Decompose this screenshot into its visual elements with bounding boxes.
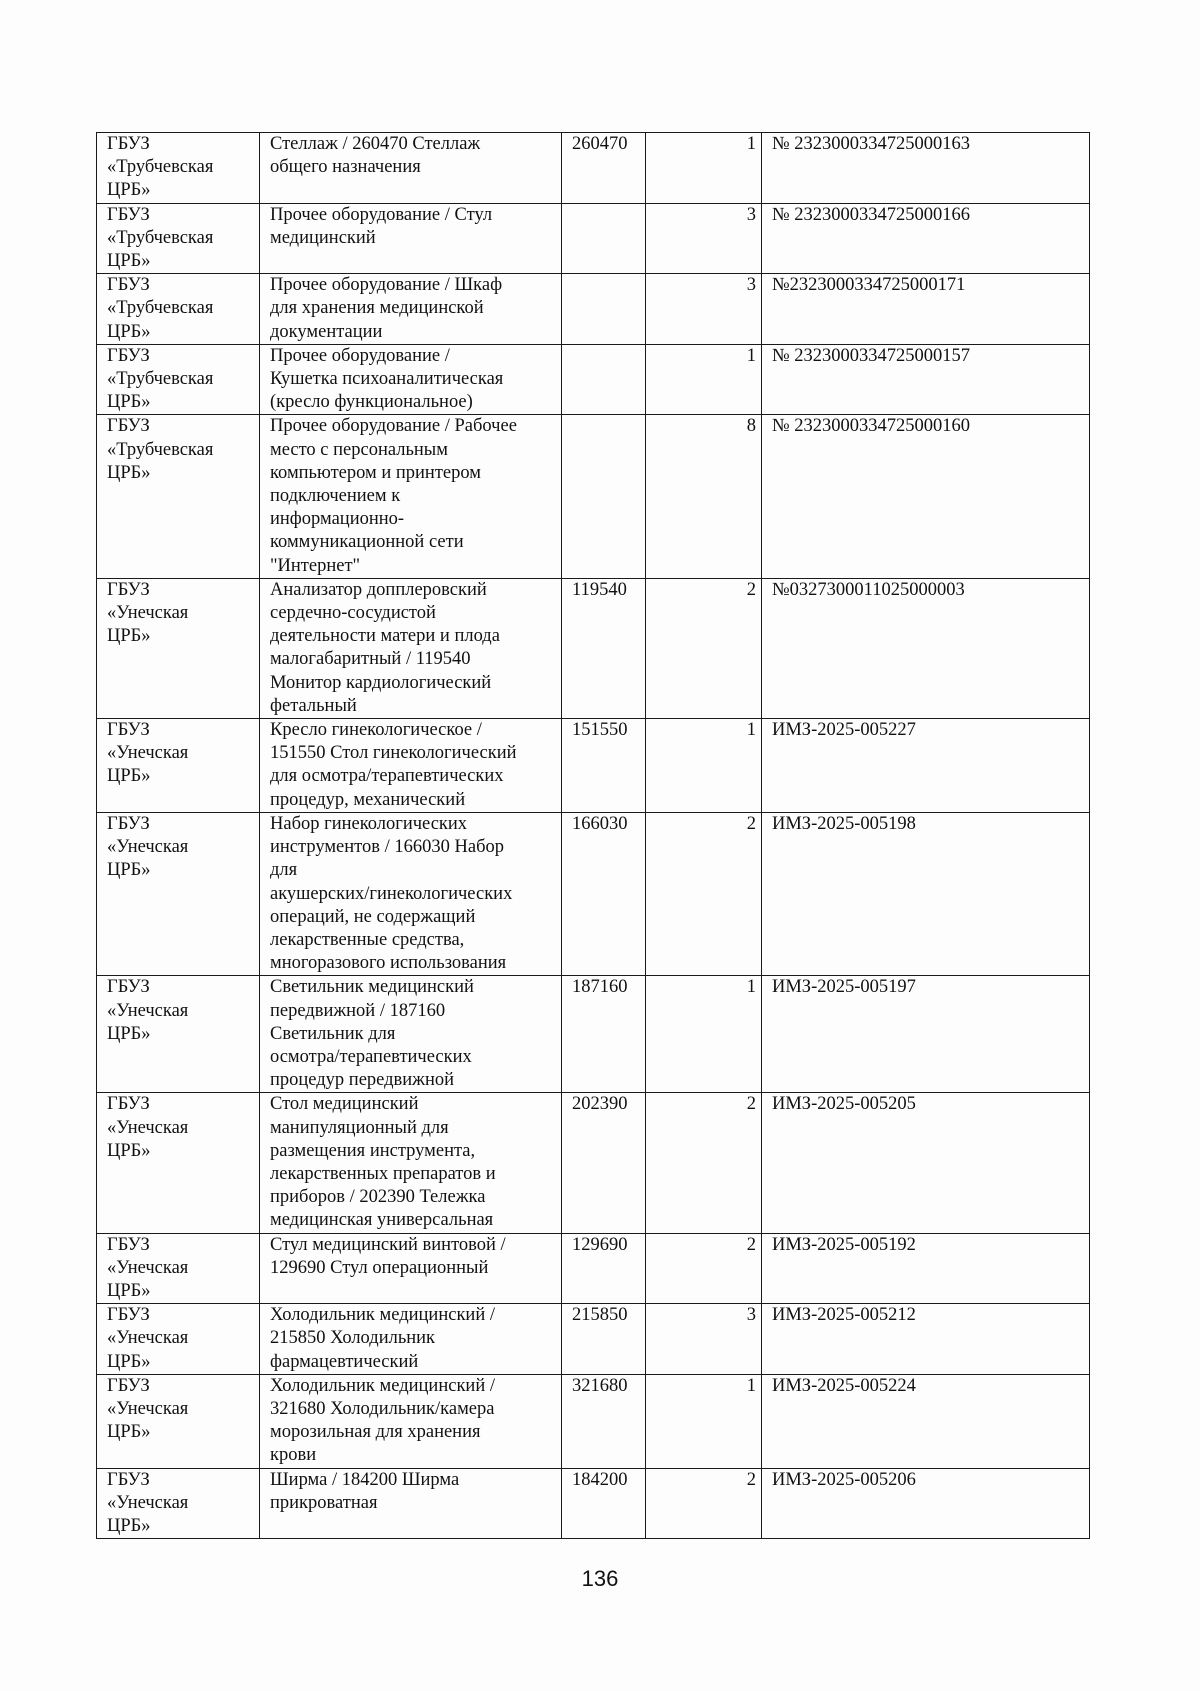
- quantity-cell: [646, 274, 762, 345]
- equipment-name-text: Холодильник медицинский / 321680 Холодильник/камера морозильная для хранения крови: [270, 1375, 495, 1466]
- equipment-name-text: Стеллаж / 260470 Стеллаж общего назначения: [270, 134, 481, 178]
- equipment-code-cell: [562, 719, 646, 813]
- equipment-name-cell: [260, 203, 562, 274]
- equipment-name-text: Прочее оборудование / Рабочее место с персональным компьютером и принтером подключением к информационно- коммуникационной сети "Интернет": [270, 416, 517, 576]
- quantity-text: 2: [746, 1094, 756, 1115]
- organization-cell: [97, 812, 260, 975]
- quantity-text: 1: [746, 977, 756, 998]
- organization-cell: [97, 976, 260, 1093]
- registry-number-cell: [762, 719, 1090, 813]
- registry-number-text: № 2323000334725000157: [772, 345, 971, 366]
- equipment-code-text: 215850: [572, 1305, 628, 1326]
- quantity-text: 3: [746, 1305, 756, 1326]
- equipment-code-cell: [562, 1304, 646, 1375]
- equipment-code-cell: [562, 344, 646, 415]
- organization-text: ГБУЗ «Унечская ЦРБ»: [107, 1234, 189, 1301]
- table-row: [97, 1468, 1090, 1539]
- quantity-cell: [646, 976, 762, 1093]
- registry-number-cell: [762, 344, 1090, 415]
- quantity-cell: [646, 1233, 762, 1304]
- organization-cell: [97, 203, 260, 274]
- organization-text: ГБУЗ «Унечская ЦРБ»: [107, 1305, 189, 1372]
- equipment-code-cell: [562, 415, 646, 578]
- registry-number-cell: [762, 203, 1090, 274]
- equipment-code-cell: [562, 274, 646, 345]
- organization-cell: [97, 344, 260, 415]
- organization-text: ГБУЗ «Трубчевская ЦРБ»: [107, 204, 214, 272]
- registry-number-cell: [762, 1304, 1090, 1375]
- registry-number-text: № 2323000334725000163: [772, 134, 971, 154]
- quantity-cell: [646, 578, 762, 718]
- quantity-cell: [646, 719, 762, 813]
- equipment-table-body: [97, 133, 1090, 1539]
- registry-number-cell: [762, 976, 1090, 1093]
- organization-text: ГБУЗ «Унечская ЦРБ»: [107, 813, 189, 881]
- quantity-text: 3: [746, 204, 756, 225]
- equipment-code-cell: [562, 1468, 646, 1539]
- organization-cell: [97, 578, 260, 718]
- quantity-text: 3: [746, 275, 756, 296]
- organization-text: ГБУЗ «Унечская ЦРБ»: [107, 579, 189, 647]
- table-row: [97, 203, 1090, 274]
- equipment-name-text: Прочее оборудование / Кушетка психоаналитическая (кресло функциональное): [270, 345, 504, 413]
- organization-cell: [97, 1374, 260, 1468]
- quantity-cell: [646, 1374, 762, 1468]
- equipment-code-text: 260470: [572, 134, 628, 154]
- equipment-code-text: 202390: [572, 1094, 628, 1115]
- registry-number-text: ИМЗ-2025-005197: [772, 977, 916, 998]
- registry-number-text: ИМЗ-2025-005192: [772, 1234, 916, 1255]
- quantity-text: 2: [746, 1469, 756, 1490]
- quantity-cell: [646, 344, 762, 415]
- registry-number-cell: [762, 1093, 1090, 1233]
- registry-number-text: ИМЗ-2025-005227: [772, 720, 916, 741]
- table-row: [97, 578, 1090, 718]
- equipment-code-cell: [562, 976, 646, 1093]
- equipment-code-text: 119540: [572, 579, 627, 600]
- registry-number-text: №0327300011025000003: [772, 579, 965, 600]
- equipment-code-cell: [562, 1374, 646, 1468]
- equipment-code-cell: [562, 812, 646, 975]
- registry-number-text: ИМЗ-2025-005224: [772, 1375, 916, 1396]
- organization-text: ГБУЗ «Унечская ЦРБ»: [107, 977, 189, 1044]
- equipment-name-text: Стол медицинский манипуляционный для размещения инструмента, лекарственных препаратов и приборов / 202390 Тележка медицинская универсальная: [270, 1094, 496, 1231]
- equipment-name-text: Анализатор допплеровский сердечно-сосудистой деятельности матери и плода малогабаритный / 119540 Монитор кардиологический фетальный: [270, 579, 500, 716]
- equipment-code-text: 184200: [572, 1469, 628, 1490]
- quantity-text: 1: [746, 720, 756, 741]
- table-row: [97, 274, 1090, 345]
- organization-text: ГБУЗ «Трубчевская ЦРБ»: [107, 416, 214, 483]
- quantity-text: 8: [746, 416, 756, 437]
- quantity-cell: [646, 1304, 762, 1375]
- registry-number-cell: [762, 274, 1090, 345]
- quantity-text: 1: [746, 345, 756, 366]
- table-row: [97, 1233, 1090, 1304]
- equipment-code-text: 166030: [572, 813, 628, 834]
- organization-text: ГБУЗ «Трубчевская ЦРБ»: [107, 134, 214, 201]
- organization-text: ГБУЗ «Унечская ЦРБ»: [107, 1375, 189, 1443]
- equipment-name-text: Кресло гинекологическое / 151550 Стол гинекологический для осмотра/терапевтических процедур, механический: [270, 720, 517, 810]
- registry-number-text: ИМЗ-2025-005212: [772, 1305, 916, 1326]
- table-row: [97, 1374, 1090, 1468]
- registry-number-cell: [762, 415, 1090, 578]
- organization-cell: [97, 274, 260, 345]
- equipment-code-cell: [562, 1093, 646, 1233]
- registry-number-cell: [762, 1468, 1090, 1539]
- table-row: [97, 976, 1090, 1093]
- quantity-cell: [646, 415, 762, 578]
- organization-text: ГБУЗ «Унечская ЦРБ»: [107, 1094, 189, 1161]
- registry-number-text: ИМЗ-2025-005205: [772, 1094, 916, 1115]
- organization-cell: [97, 1468, 260, 1539]
- table-row: [97, 415, 1090, 578]
- organization-cell: [97, 133, 260, 204]
- registry-number-text: № 2323000334725000166: [772, 204, 971, 225]
- registry-number-text: ИМЗ-2025-005206: [772, 1469, 916, 1490]
- equipment-name-text: Стул медицинский винтовой / 129690 Стул операционный: [270, 1234, 506, 1278]
- organization-cell: [97, 415, 260, 578]
- equipment-name-cell: [260, 1374, 562, 1468]
- quantity-cell: [646, 133, 762, 204]
- equipment-name-cell: [260, 1233, 562, 1304]
- registry-number-cell: [762, 1374, 1090, 1468]
- equipment-code-cell: [562, 133, 646, 204]
- quantity-cell: [646, 203, 762, 274]
- equipment-table: [96, 132, 1090, 1539]
- organization-cell: [97, 1233, 260, 1304]
- equipment-code-text: 151550: [572, 720, 628, 741]
- equipment-name-cell: [260, 133, 562, 204]
- equipment-name-text: Холодильник медицинский / 215850 Холодильник фармацевтический: [270, 1305, 495, 1372]
- equipment-name-text: Светильник медицинский передвижной / 187160 Светильник для осмотра/терапевтических процедур передвижной: [270, 977, 474, 1091]
- registry-number-cell: [762, 133, 1090, 204]
- organization-cell: [97, 1304, 260, 1375]
- organization-cell: [97, 1093, 260, 1233]
- equipment-code-text: 187160: [572, 977, 628, 998]
- quantity-cell: [646, 812, 762, 975]
- quantity-text: 2: [746, 813, 756, 834]
- registry-number-cell: [762, 1233, 1090, 1304]
- table-row: [97, 344, 1090, 415]
- equipment-name-cell: [260, 1093, 562, 1233]
- equipment-code-cell: [562, 578, 646, 718]
- organization-text: ГБУЗ «Унечская ЦРБ»: [107, 720, 189, 787]
- equipment-code-cell: [562, 203, 646, 274]
- equipment-code-text: 129690: [572, 1234, 628, 1255]
- equipment-name-cell: [260, 344, 562, 415]
- equipment-name-cell: [260, 1468, 562, 1539]
- quantity-text: 2: [746, 1234, 756, 1255]
- equipment-code-cell: [562, 1233, 646, 1304]
- equipment-name-text: Прочее оборудование / Стул медицинский: [270, 204, 493, 248]
- quantity-cell: [646, 1093, 762, 1233]
- equipment-name-cell: [260, 812, 562, 975]
- organization-text: ГБУЗ «Унечская ЦРБ»: [107, 1469, 189, 1536]
- page-number: 136: [581, 1566, 619, 1591]
- quantity-text: 2: [746, 579, 756, 600]
- registry-number-cell: [762, 578, 1090, 718]
- registry-number-text: № 2323000334725000160: [772, 416, 971, 437]
- table-row: [97, 1093, 1090, 1233]
- quantity-text: 1: [746, 134, 756, 154]
- equipment-name-cell: [260, 274, 562, 345]
- equipment-code-text: 321680: [572, 1375, 628, 1396]
- organization-cell: [97, 719, 260, 813]
- table-row: [97, 1304, 1090, 1375]
- equipment-name-cell: [260, 1304, 562, 1375]
- registry-number-text: ИМЗ-2025-005198: [772, 813, 916, 834]
- registry-number-text: №2323000334725000171: [772, 275, 966, 296]
- equipment-name-cell: [260, 578, 562, 718]
- equipment-name-cell: [260, 415, 562, 578]
- equipment-name-text: Набор гинекологических инструментов / 166030 Набор для акушерских/гинекологических операций, не содержащий лекарственные средства, многоразового использования: [270, 813, 513, 974]
- quantity-text: 1: [746, 1375, 756, 1396]
- quantity-cell: [646, 1468, 762, 1539]
- equipment-name-cell: [260, 719, 562, 813]
- table-row: [97, 133, 1090, 204]
- table-row: [97, 812, 1090, 975]
- equipment-name-text: Ширма / 184200 Ширма прикроватная: [270, 1469, 460, 1513]
- equipment-name-cell: [260, 976, 562, 1093]
- organization-text: ГБУЗ «Трубчевская ЦРБ»: [107, 345, 214, 413]
- equipment-name-text: Прочее оборудование / Шкаф для хранения медицинской документации: [270, 275, 503, 342]
- table-row: [97, 719, 1090, 813]
- organization-text: ГБУЗ «Трубчевская ЦРБ»: [107, 275, 214, 342]
- registry-number-cell: [762, 812, 1090, 975]
